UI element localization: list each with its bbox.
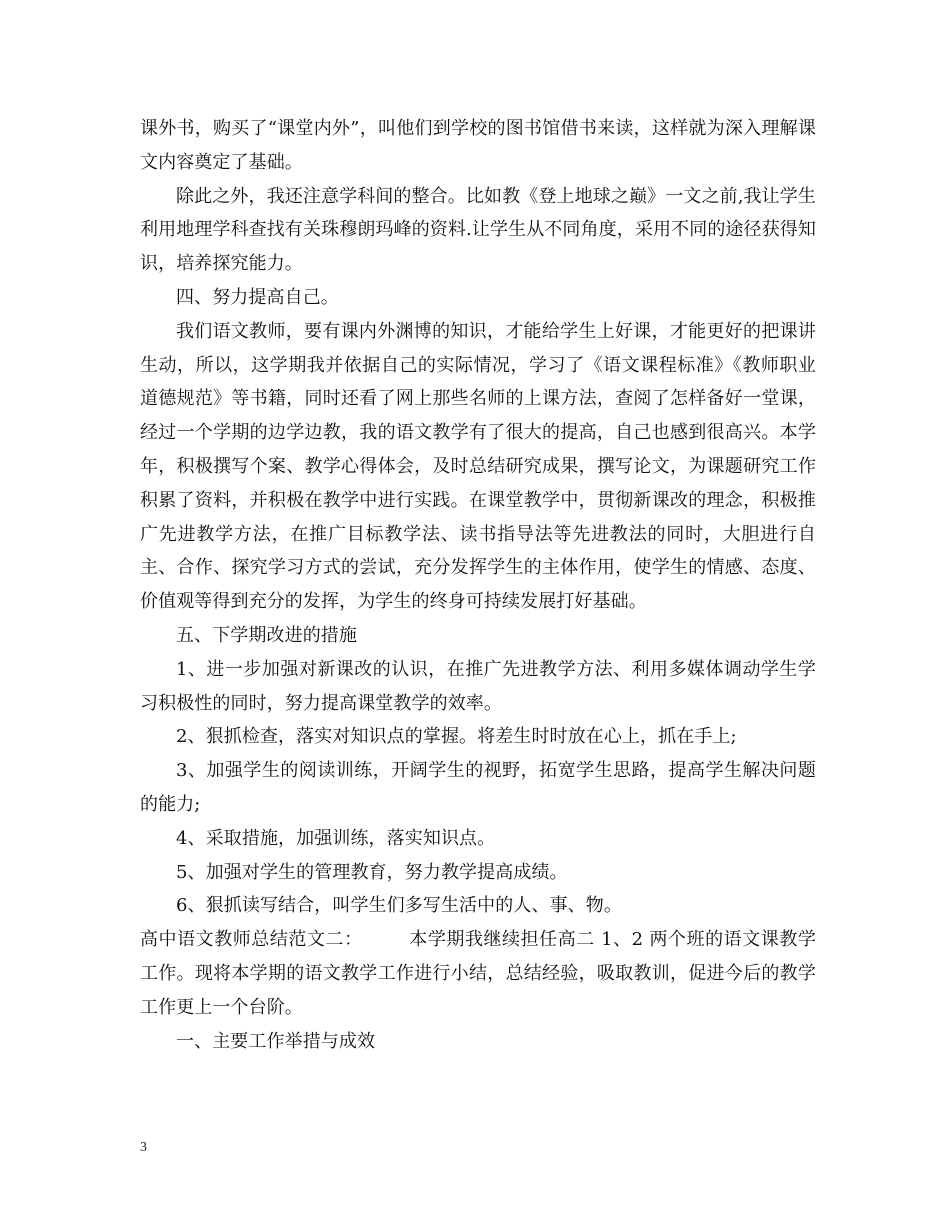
list-item-1: 1、进一步加强对新课改的认识，在推广先进教学方法、利用多媒体调动学生学习积极性的同时，努力提高课堂教学的效率。 [140, 658, 816, 714]
list-item-2: 2、狠抓检查，落实对知识点的掌握。将差生时时放在心上，抓在手上; [176, 726, 737, 748]
list-item-6: 6、狠抓读写结合，叫学生们多写生活中的人、事、物。 [176, 895, 622, 917]
page-number: 3 [140, 1140, 147, 1155]
section-heading-4: 四、努力提高自己。 [176, 286, 339, 308]
list-item-3: 3、加强学生的阅读训练，开阔学生的视野，拓宽学生思路，提高学生解决问题的能力; [140, 760, 816, 815]
paragraph-4: 高中语文教师总结范文二： 本学期我继续担任高二 1、2 两个班的语文课教学工作。现将本学期的语文教学工作进行小结，总结经验，吸取教训，促进今后的教学工作更上一个台阶。 [140, 929, 816, 1018]
list-item-5: 5、加强对学生的管理教育，努力教学提高成绩。 [176, 861, 568, 883]
section-heading-5: 五、下学期改进的措施 [176, 624, 357, 646]
paragraph-3: 我们语文教师，要有课内外渊博的知识，才能给学生上好课，才能更好的把课讲生动，所以，这学期我并依据自己的实际情况，学习了《语文课程标准》《教师职业道德规范》等书籍，同时还看了网上那些名师的上课方法，查阅了怎样备好一堂课，经过一个学期的边学边教，我的语文教学有了很大的提高，自己也感到很高兴。本学年，积极撰写个案、教学心得体会，及时总结研究成果，撰写论文，为课题研究工作积累了资料，并积极在教学中进行实践。在课堂教学中，贯彻新课改的理念，积极推广先进教学方法，在推广目标教学法、读书指导法等先进教法的同时，大胆进行自主、合作、探究学习方式的尝试，充分发挥学生的主体作用，使学生的情感、态度、价值观等得到充分的发挥，为学生的终身可持续发展打好基础。 [140, 320, 816, 613]
list-item-4: 4、采取措施，加强训练，落实知识点。 [176, 827, 496, 849]
document-body [140, 112, 816, 1058]
section-heading-1: 一、主要工作举措与成效 [176, 1030, 376, 1052]
paragraph-1: 课外书，购买了“课堂内外”，叫他们到学校的图书馆借书来读，这样就为深入理解课文内容奠定了基础。 [140, 118, 816, 173]
paragraph-2: 除此之外，我还注意学科间的整合。比如教《登上地球之巅》一文之前,我让学生利用地理学科查找有关珠穆朗玛峰的资料.让学生从不同角度，采用不同的途径获得知识，培养探究能力。 [140, 185, 816, 275]
